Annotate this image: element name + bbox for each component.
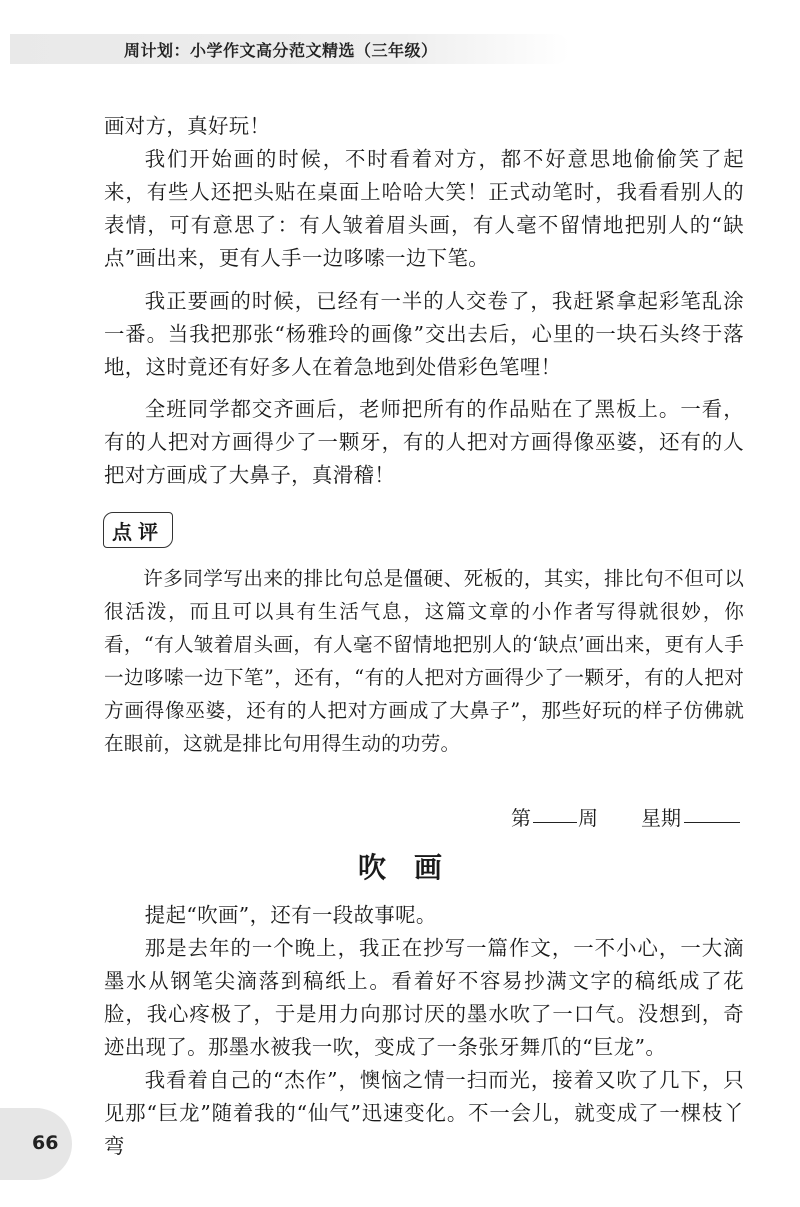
week-prefix: 第 [511,806,531,830]
schedule-line [0,802,800,832]
review-badge: 点评 [103,512,173,548]
running-header: 周计划：小学作文高分范文精选（三年级） [124,41,438,60]
page-number: 66 [32,1132,59,1154]
review-paragraph: 许多同学写出来的排比句总是僵硬、死板的，其实，排比句不但可以很活泼，而且可以具有生活气息，这篇文章的小作者写得就很妙，你看，“有人皱着眉头画，有人毫不留情地把别人的‘缺点’画出来，更有人手一边哆嗦一边下笔”，还有，“有的人把对方画得少了一颗牙，有的人把对方画得像巫婆，还有的人把对方画成了大鼻子”，那些好玩的样子仿佛就在眼前，这就是排比句用得生动的功劳。 [104,567,744,755]
week-suffix: 周 [578,806,598,830]
paragraph: 那是去年的一个晚上，我正在抄写一篇作文，一不小心，一大滴墨水从钢笔尖滴落到稿纸上。看着好不容易抄满文字的稿纸成了花脸，我心疼极了，于是用力向那讨厌的墨水吹了一口气。没想到，奇迹出现了。那墨水被我一吹，变成了一条张牙舞爪的“巨龙”。 [104,936,744,1059]
weekday-label: 星期 [641,806,681,830]
essay-title: 吹 画 [357,851,442,884]
week-blank [533,802,577,828]
paragraph: 我看着自己的“杰作”，懊恼之情一扫而光，接着又吹了几下，只见那“巨龙”随着我的“仙气”迅速变化。不一会儿，就变成了一棵枝丫弯 [104,1068,744,1158]
paragraph: 提起“吹画”，还有一段故事呢。 [144,903,437,927]
paragraph: 我们开始画的时候，不时看着对方，都不好意思地偷偷笑了起来，有些人还把头贴在桌面上哈哈大笑！正式动笔时，我看看别人的表情，可有意思了：有人皱着眉头画，有人毫不留情地把别人的“缺点”画出来，更有人手一边哆嗦一边下笔。 [104,147,744,270]
paragraph: 画对方，真好玩！ [104,114,271,138]
weekday-blank [684,802,740,828]
paragraph: 我正要画的时候，已经有一半的人交卷了，我赶紧拿起彩笔乱涂一番。当我把那张“杨雅玲的画像”交出去后，心里的一块石头终于落地，这时竟还有好多人在着急地到处借彩色笔哩！ [104,289,744,379]
paragraph: 全班同学都交齐画后，老师把所有的作品贴在了黑板上。一看，有的人把对方画得少了一颗牙，有的人把对方画得像巫婆，还有的人把对方画成了大鼻子，真滑稽！ [104,397,744,487]
